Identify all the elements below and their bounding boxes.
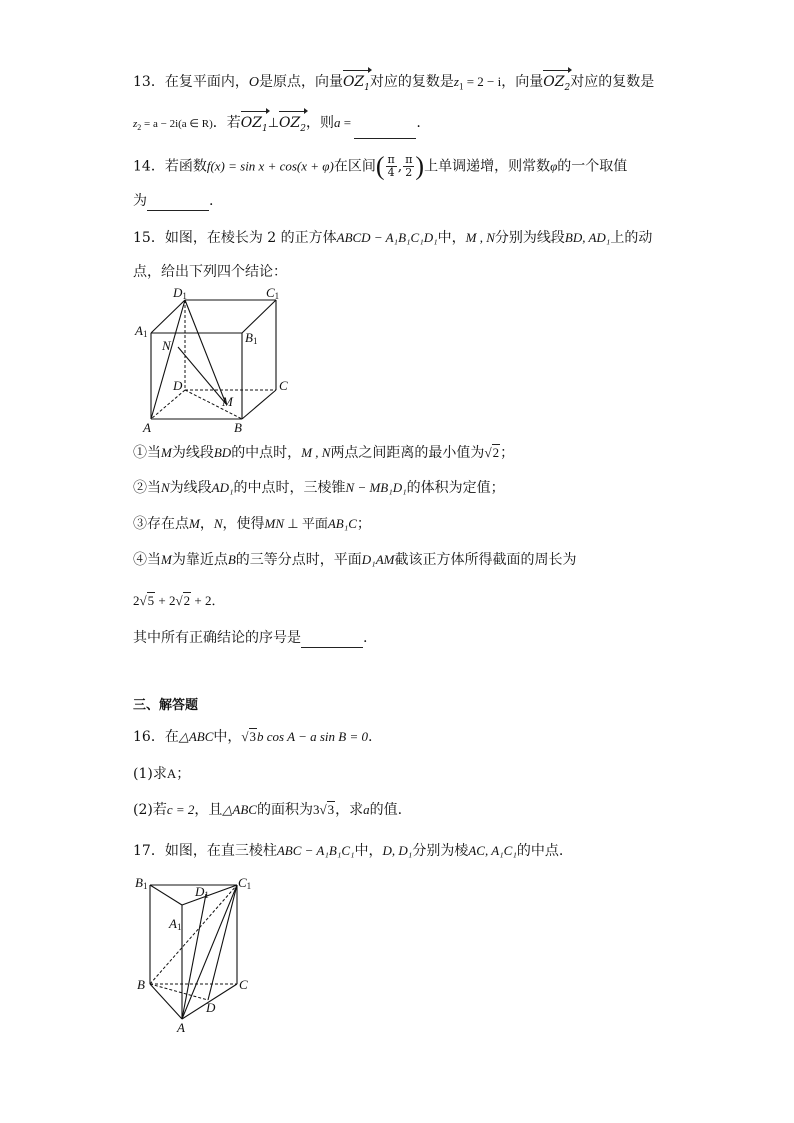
q15-conclusion-2: ②当N为线段AD₁的中点时，三棱锥N − MB₁D₁的体积为定值； <box>133 480 505 496</box>
label-a1: A1 <box>135 323 148 339</box>
q14-line-1: 14．若函数f(x) = sin x + cos(x + φ)在区间( $\frac{\pi}{4}$ , $\frac{\pi}{2}$ )上单调递增，则常数φ的一个取值 <box>133 151 628 181</box>
vector-oz1: $OZ_1$ <box>343 72 370 98</box>
q15-perimeter: 2√5 + 2√2 + 2． <box>133 593 225 608</box>
label-d1: D1 <box>173 286 187 301</box>
q15-conclusion-3: ③存在点M，N，使得MN ⊥ 平面AB₁C； <box>133 516 371 532</box>
q15-conclusion-4: ④当M为靠近点B的三等分点时，平面D₁AM截该正方体所得截面的周长为 <box>133 552 577 568</box>
q16-line-1: 16．在△ABC中，√3b cos A − a sin B = 0. <box>133 729 373 745</box>
vector-oz2: $OZ_2$ <box>543 72 570 98</box>
q15-answer-blank[interactable] <box>301 631 363 648</box>
label-c: C <box>279 378 288 393</box>
q16-part-2: (2)若c = 2，且△ABC的面积为3√3，求a的值. <box>133 802 403 818</box>
label-c1: C1 <box>266 286 280 301</box>
label-m: M <box>222 394 233 409</box>
label-c: C <box>239 977 248 992</box>
prism-figure <box>133 870 263 1038</box>
label-b: B <box>137 977 145 992</box>
label-n: N <box>162 338 171 353</box>
label-d: D <box>173 378 183 393</box>
label-b: B <box>234 420 242 435</box>
label-b1: B1 <box>245 330 258 346</box>
q14-answer-blank[interactable] <box>147 194 209 211</box>
q13-answer-blank[interactable] <box>354 122 416 139</box>
cube-figure <box>133 286 303 436</box>
q15-question: 其中所有正确结论的序号是 . <box>133 630 368 646</box>
q15-line-2: 点，给出下列四个结论： <box>133 264 287 280</box>
label-a: A <box>143 420 151 435</box>
label-d: D <box>206 1000 216 1015</box>
q15-line-1: 15．如图，在棱长为 2 的正方体ABCD − A₁B₁C₁D₁中，M , N分别为线段BD, AD₁上的动 <box>133 230 653 246</box>
q17-line-1: 17．如图，在直三棱柱ABC − A₁B₁C₁中，D, D₁分别为棱AC, A₁C₁的中点. <box>133 843 564 859</box>
label-d1: D1 <box>195 884 209 900</box>
q16-part-1: (1)求A； <box>133 766 191 782</box>
label-a1: A1 <box>169 916 182 932</box>
q13-number: 13．在复平面内， <box>133 74 249 90</box>
label-b1: B1 <box>135 875 148 891</box>
q13-line-1: 13．在复平面内，O是原点，向量$OZ_1$对应的复数是$z_1 = 2 - i$，向量$OZ_2$对应的复数是 <box>133 72 654 98</box>
label-a: A <box>177 1020 185 1035</box>
label-c1: C1 <box>238 875 252 891</box>
q14-line-2: 为 . <box>133 193 214 209</box>
q13-line-2: $z_2 = a - 2i(a$ ∈ R)．若$OZ_1\perp OZ_2$，则a = . <box>133 113 421 139</box>
q15-conclusion-1: ①当M为线段BD的中点时，M , N两点之间距离的最小值为√2； <box>133 445 515 461</box>
section-title: 三、解答题 <box>133 698 199 713</box>
